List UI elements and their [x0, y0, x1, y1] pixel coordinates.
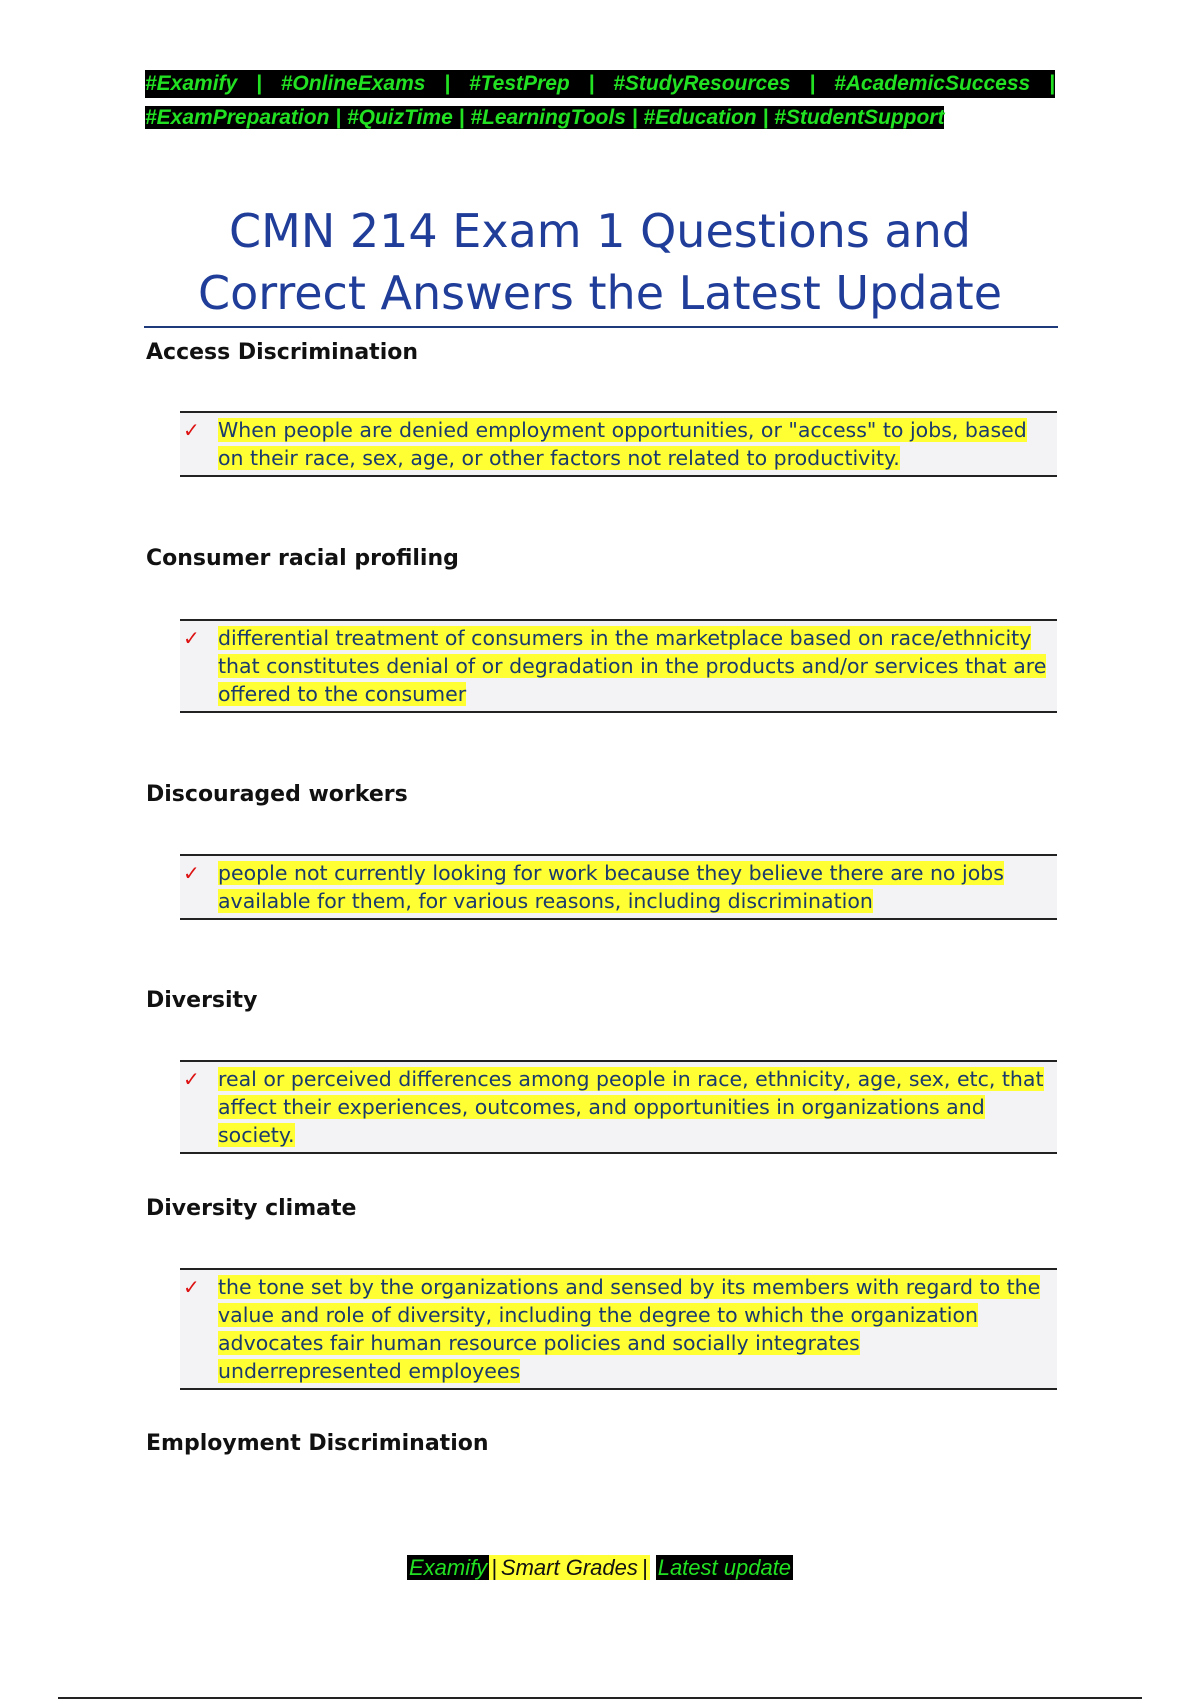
checkmark-icon: ✓: [183, 861, 200, 885]
answer-box: [180, 854, 1057, 920]
hashtag-line-1: [145, 70, 1055, 98]
checkmark-icon: ✓: [183, 418, 200, 442]
tag-separator: |: [444, 72, 451, 95]
title-divider: [144, 326, 1058, 328]
footer-separator: |: [491, 1555, 497, 1580]
checkmark-icon: ✓: [183, 626, 200, 650]
term-heading: Diversity climate: [146, 1196, 357, 1221]
checkmark-icon: ✓: [183, 1067, 200, 1091]
answer-box: [180, 1060, 1057, 1154]
hashtag-examify: #Examify: [145, 72, 238, 95]
term-heading: Discouraged workers: [146, 782, 408, 807]
answer-text: real or perceived differences among people in race, ethnicity, age, sex, etc, that affect their experiences, outcomes, and opportunities in organizations and society.: [218, 1067, 1044, 1147]
term-heading: Employment Discrimination: [146, 1431, 489, 1456]
tag-separator: |: [809, 72, 816, 95]
answer-box: [180, 619, 1057, 713]
hashtag-onlineexams: #OnlineExams: [280, 72, 426, 95]
hashtag-line-2: [145, 104, 944, 132]
hashtag-studyresources: #StudyResources: [613, 72, 791, 95]
term-heading: Access Discrimination: [146, 340, 419, 365]
tag-separator: |: [588, 72, 595, 95]
answer-text: the tone set by the organizations and sensed by its members with regard to the value and role of diversity, including the degree to which the organization advocates fair human resource policies and socially integrates underrepresented employees: [218, 1275, 1041, 1383]
hashtag-testprep: #TestPrep: [468, 72, 570, 95]
answer-box: [180, 1268, 1057, 1390]
footer-brand: Examify: [408, 1555, 488, 1580]
tag-separator: |: [256, 72, 262, 95]
term-heading: Diversity: [146, 988, 258, 1013]
term-heading: Consumer racial profiling: [146, 546, 459, 571]
answer-box: [180, 411, 1057, 477]
answer-text: differential treatment of consumers in the marketplace based on race/ethnicity that constitutes denial of or degradation in the products and/or services that are offered to the consumer: [218, 626, 1047, 706]
hashtag-line-2-text: #ExamPreparation | #QuizTime | #LearningTools | #Education | #StudentSupport: [145, 106, 945, 129]
checkmark-icon: ✓: [183, 1275, 200, 1299]
tag-separator: |: [1049, 72, 1055, 95]
page-footer: [0, 1554, 1200, 1582]
document-title: CMN 214 Exam 1 Questions and Correct Answers the Latest Update: [197, 204, 1002, 320]
page-bottom-rule: [58, 1697, 1142, 1699]
answer-text: people not currently looking for work because they believe there are no jobs available for them, for various reasons, including discrimination: [218, 861, 1004, 913]
answer-text: When people are denied employment opportunities, or "access" to jobs, based on their race, sex, age, or other factors not related to productivity.: [218, 418, 1027, 470]
hashtag-academicsuccess: #AcademicSuccess: [834, 72, 1031, 95]
footer-latest-update: Latest update: [657, 1555, 792, 1580]
footer-separator: |: [641, 1555, 648, 1580]
footer-smart-grades: Smart Grades: [500, 1555, 638, 1580]
